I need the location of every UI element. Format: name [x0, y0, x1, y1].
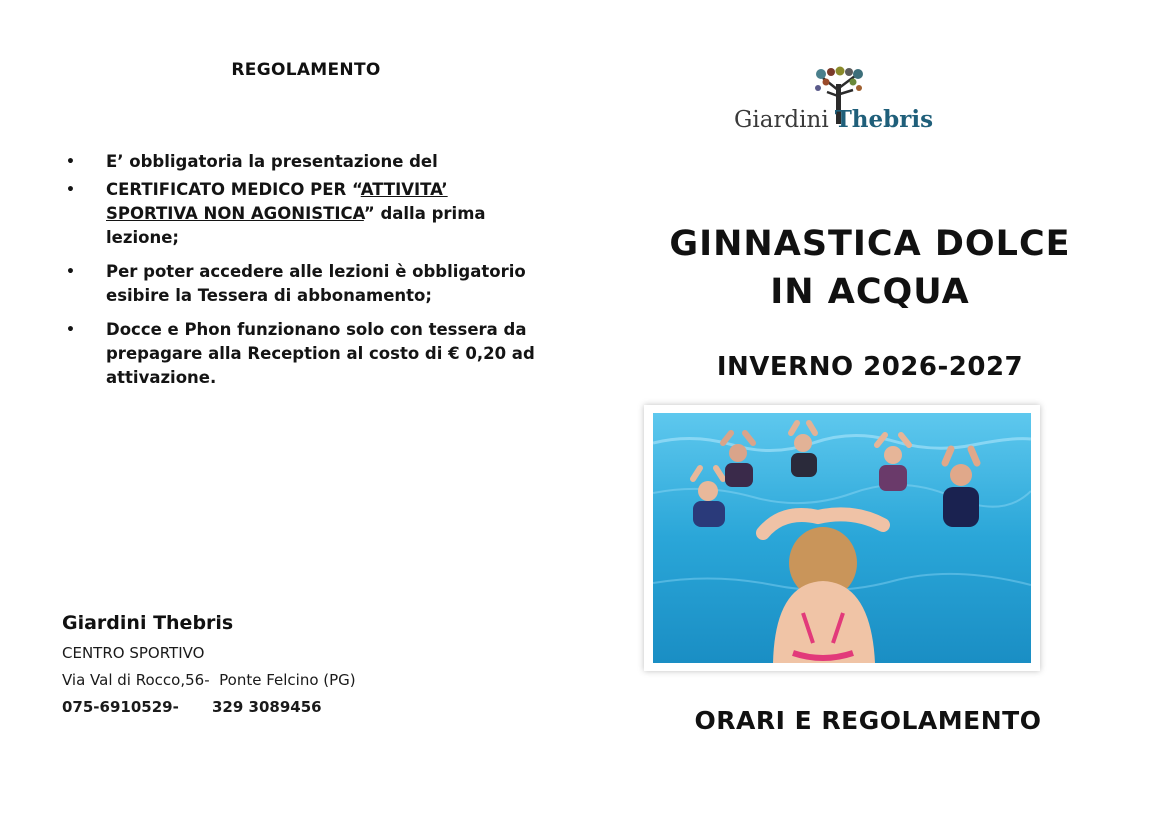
main-title-line-1: GINNASTICA DOLCE — [669, 224, 1071, 264]
logo-word-1: Giardini — [734, 107, 829, 133]
logo-wordmark — [734, 106, 933, 133]
logo-word-2: Thebris — [834, 106, 934, 133]
rule-item — [60, 178, 540, 250]
rule-underlined-text: ATTIVITA’ SPORTIVA NON AGONISTICA — [106, 180, 448, 223]
brand-logo — [734, 66, 954, 136]
pool-aerobics-photo — [644, 405, 1040, 671]
rule-text: CERTIFICATO MEDICO PER “ — [106, 180, 361, 199]
season-label: INVERNO 2026-2027 — [716, 352, 1024, 382]
rule-item: • Docce e Phon funzionano solo con tessera da prepagare alla Reception al costo di € 0,20 ad attivazione. — [60, 318, 540, 390]
contact-name: Giardini Thebris — [62, 612, 234, 634]
main-title-line-2: IN ACQUA — [770, 272, 970, 312]
main-title — [580, 220, 1160, 316]
contact-address: Via Val di Rocco,56- Ponte Felcino (PG) — [62, 671, 356, 689]
contact-block — [62, 612, 356, 725]
rules-list — [60, 150, 540, 400]
rules-heading: REGOLAMENTO — [231, 60, 381, 80]
phone-2: 329 3089456 — [212, 698, 322, 716]
pool-photo-illustration — [653, 413, 1031, 663]
contact-type: CENTRO SPORTIVO — [62, 644, 205, 662]
right-panel — [580, 0, 1160, 820]
rule-text: ” dalla prima lezione; — [106, 204, 486, 247]
rule-item: • E’ obbligatoria la presentazione del — [60, 150, 540, 174]
footer-title: ORARI E REGOLAMENTO — [694, 706, 1042, 735]
rule-item: • Per poter accedere alle lezioni è obbligatorio esibire la Tessera di abbonamento; — [60, 260, 540, 308]
phone-1: 075-6910529- — [62, 698, 179, 716]
contact-phones — [62, 698, 356, 716]
